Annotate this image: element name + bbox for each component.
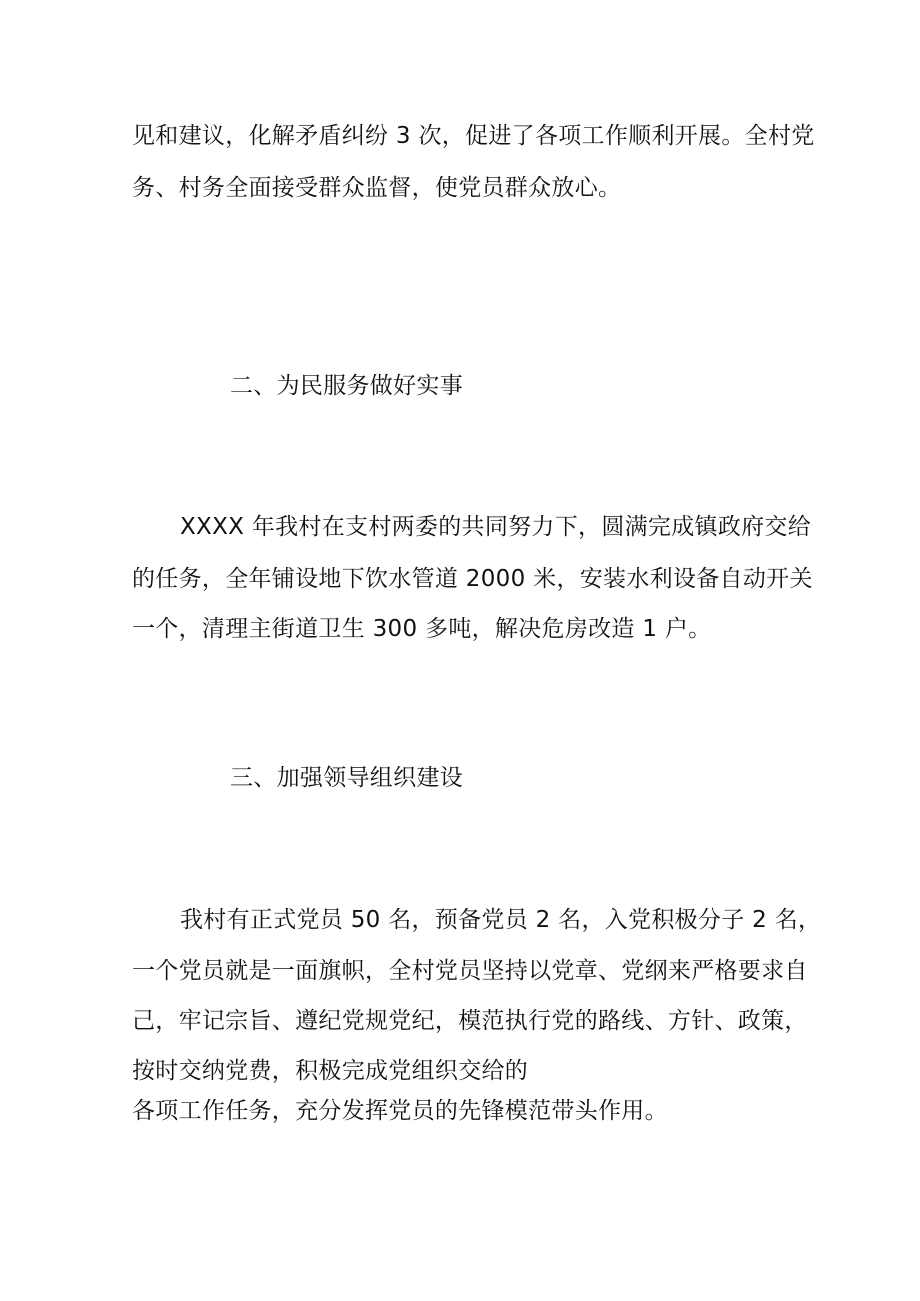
paragraph-line: 一个，清理主街道卫生 300 多吨，解决危房改造 1 户。 [132, 616, 712, 642]
paragraph-line: 的任务，全年铺设地下饮水管道 2000 米，安装水利设备自动开关 [132, 566, 813, 592]
paragraph-line: 己，牢记宗旨、遵纪党规党纪，模范执行党的路线、方针、政策， [132, 1008, 808, 1034]
paragraph-line: 各项工作任务，充分发挥党员的先锋模范带头作用。 [132, 1098, 668, 1124]
section-heading: 二、为民服务做好实事 [230, 373, 463, 399]
paragraph-line: XXXX 年我村在支村两委的共同努力下，圆满完成镇政府交给 [180, 514, 812, 540]
paragraph-line: 按时交纳党费，积极完成党组织交给的 [132, 1058, 529, 1084]
paragraph-line: 一个党员就是一面旗帜，全村党员坚持以党章、党纲来严格要求自 [132, 958, 808, 984]
section-heading: 三、加强领导组织建设 [230, 765, 463, 791]
paragraph-line: 见和建议，化解矛盾纠纷 3 次，促进了各项工作顺利开展。全村党 [132, 123, 815, 149]
paragraph-line: 务、村务全面接受群众监督，使党员群众放心。 [132, 175, 622, 201]
paragraph-line: 我村有正式党员 50 名，预备党员 2 名，入党积极分子 2 名， [180, 907, 822, 933]
